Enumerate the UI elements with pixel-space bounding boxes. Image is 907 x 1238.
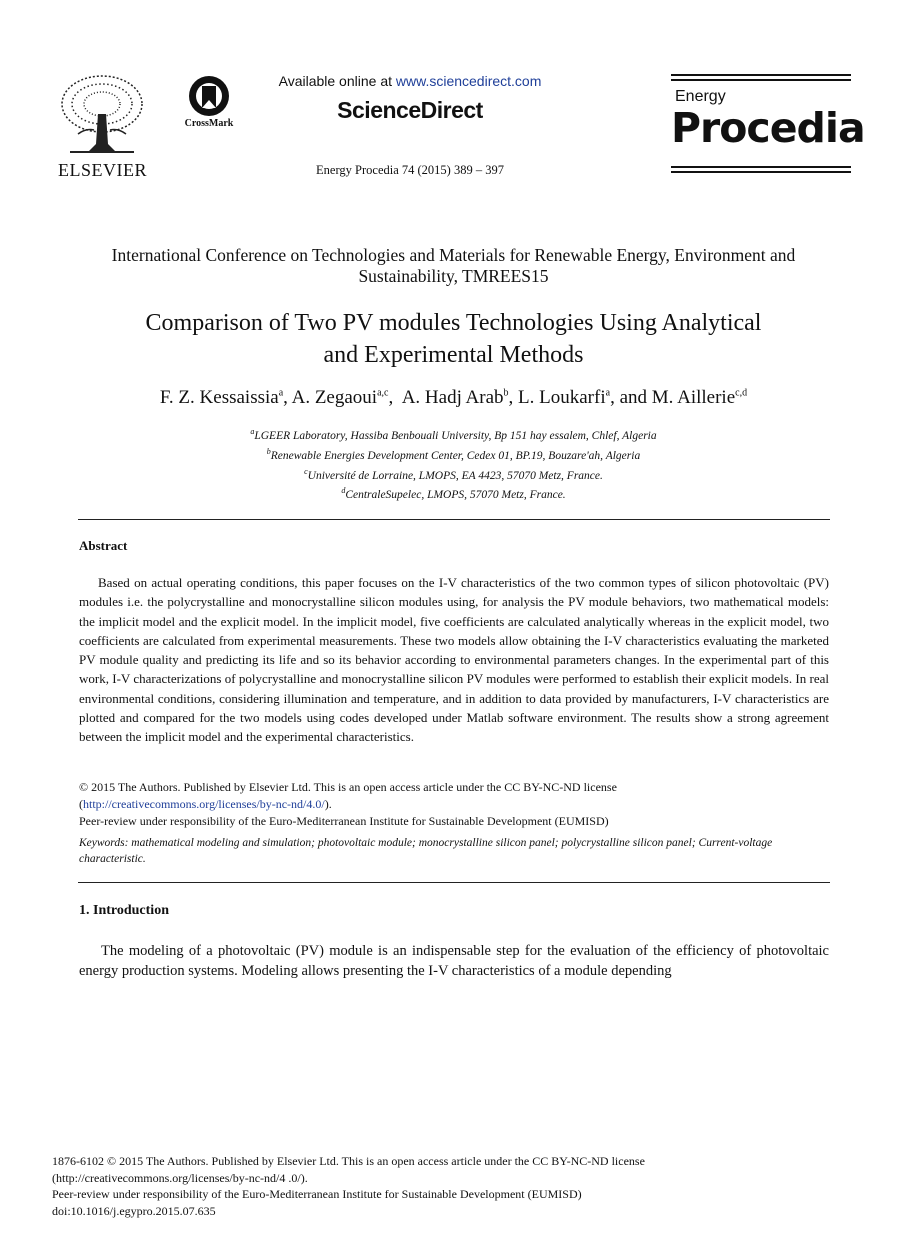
author-list: [60, 387, 847, 409]
affiliation: [100, 483, 807, 503]
author-sep: , and: [610, 387, 652, 408]
logo-procedia-text: Procedia: [671, 104, 865, 152]
author-sep: ,: [388, 387, 402, 408]
affiliation: [100, 444, 807, 464]
copyright-license-line: (http://creativecommons.org/licenses/by-nc-nd/4.0/).: [79, 797, 332, 811]
affiliation-text: Université de Lorraine, LMOPS, EA 4423, 57070 Metz, France.: [307, 469, 603, 482]
rule-below-keywords: [78, 882, 830, 883]
author-sup: a: [278, 387, 284, 399]
title-line-1: Comparison of Two PV modules Technologies Using Analytical: [145, 310, 762, 336]
title-line-2: and Experimental Methods: [323, 342, 584, 368]
affiliation-text: Renewable Energies Development Center, Cedex 01, BP.19, Bouzare'ah, Algeria: [270, 449, 641, 462]
sciencedirect-brand: ScienceDirect: [337, 97, 483, 123]
crossmark-badge[interactable]: [178, 74, 240, 134]
copyright-block: [79, 779, 839, 830]
logo-rule-top: [671, 74, 851, 76]
peer-review-line: Peer-review under responsibility of the Euro-Mediterranean Institute for Sustainable Development (EUMISD): [79, 814, 609, 828]
footer: [52, 1153, 872, 1219]
crossmark-icon: [187, 74, 231, 118]
abstract-heading: Abstract: [79, 538, 128, 553]
affiliation-text: LGEER Laboratory, Hassiba Benbouali University, Bp 151 hay essalem, Chlef, Algeria: [254, 429, 657, 442]
available-online: [260, 73, 560, 89]
rule-above-abstract: [78, 519, 830, 520]
abstract-body: Based on actual operating conditions, this paper focuses on the I-V characteristics of the two common types of silicon photovoltaic (PV) modules i.e. the polycrystalline and monocrystalline silicon modules using, for analysis the PV module behaviors, two mathematical models: the implicit model and the explicit model. In the implicit model, five coefficients are calculated analytically whereas in the explicit model, two coefficients are calculated from experimental measurements. These two models allow obtaining the I-V characteristics evaluating the marketed PV module quality and predicting its life and so its behavior according to environmental parameters changes. In the experimental part of this work, I-V characterizations of polycrystalline and monocrystalline silicon PV modules were performed to establish their explicit models. In real environmental conditions, considering illumination and temperature, and in addition to data provided by manufacturers, I-V characteristics are plotted and compared for the two models using codes developed under Matlab software environment. The results show a strong agreement between the implicit model and the experimental characteristics.: [79, 575, 829, 745]
author-sep: ,: [283, 387, 292, 408]
logo-rule-top2: [671, 79, 851, 81]
sciencedirect-link[interactable]: www.sciencedirect.com: [395, 73, 542, 89]
affiliation-sup: c: [304, 466, 308, 476]
license-link[interactable]: http://creativecommons.org/licenses/by-nc-nd/4.0/: [83, 797, 325, 811]
elsevier-wordmark: ELSEVIER: [58, 160, 147, 180]
copyright-line: © 2015 The Authors. Published by Elsevier Ltd. This is an open access article under the CC BY-NC-ND license: [79, 780, 617, 794]
intro-body: The modeling of a photovoltaic (PV) module is an indispensable step for the evaluation of the efficiency of photovoltaic energy production systems. Modeling allows presenting the I-V characteristics of a module depending: [79, 943, 829, 979]
logo-energy-text: Energy: [675, 88, 726, 105]
author-sep: ,: [508, 387, 519, 408]
journal-reference: Energy Procedia 74 (2015) 389 – 397: [316, 163, 504, 177]
intro-heading: 1. Introduction: [79, 903, 169, 918]
author: M. Aillerie: [651, 387, 736, 408]
keywords: [79, 835, 829, 867]
author-sup: b: [503, 387, 509, 399]
affiliations: [100, 424, 807, 503]
author: L. Loukarfi: [518, 387, 606, 408]
crossmark-label: CrossMark: [184, 118, 234, 129]
footer-license-link[interactable]: http://creativecommons.org/licenses/by-nc-nd/4 .0/: [56, 1170, 301, 1185]
footer-peer-review: Peer-review under responsibility of the Euro-Mediterranean Institute for Sustainable Development (EUMISD): [52, 1187, 582, 1201]
affiliation: [100, 464, 807, 484]
conference-name: International Conference on Technologies and Materials for Renewable Energy, Environment and Sustainability, TMREES15: [111, 245, 796, 286]
author: F. Z. Kessaissia: [159, 387, 279, 408]
keywords-label: Keywords:: [79, 837, 129, 849]
author-sup: a: [605, 387, 611, 399]
author-sup: a,c: [377, 387, 389, 399]
paper-title: [60, 307, 847, 371]
affiliation-sup: b: [266, 446, 271, 456]
affiliation-text: CentraleSupelec, LMOPS, 57070 Metz, France.: [345, 489, 566, 502]
author: A. Hadj Arab: [401, 387, 504, 408]
keywords-text: mathematical modeling and simulation; photovoltaic module; monocrystalline silicon panel; polycrystalline silicon panel; Current-voltage characteristic.: [79, 837, 773, 865]
author-sup: c,d: [735, 387, 748, 399]
energy-procedia-logo: [671, 74, 865, 178]
elsevier-tree-icon: [58, 74, 146, 156]
footer-doi[interactable]: doi:10.1016/j.egypro.2015.07.635: [52, 1203, 216, 1218]
logo-rule-bottom2: [671, 171, 851, 173]
footer-license-line: (http://creativecommons.org/licenses/by-nc-nd/4 .0/).: [52, 1170, 308, 1185]
affiliation-sup: a: [250, 427, 255, 436]
affiliation-sup: d: [341, 486, 346, 496]
author: A. Zegaoui: [291, 387, 378, 408]
elsevier-logo: [50, 74, 155, 182]
affiliation: [100, 424, 807, 444]
available-prefix: Available online at: [278, 73, 396, 89]
footer-issn-line: 1876-6102 © 2015 The Authors. Published by Elsevier Ltd. This is an open access article under the CC BY-NC-ND license: [52, 1154, 645, 1168]
logo-rule-bottom: [671, 166, 851, 168]
